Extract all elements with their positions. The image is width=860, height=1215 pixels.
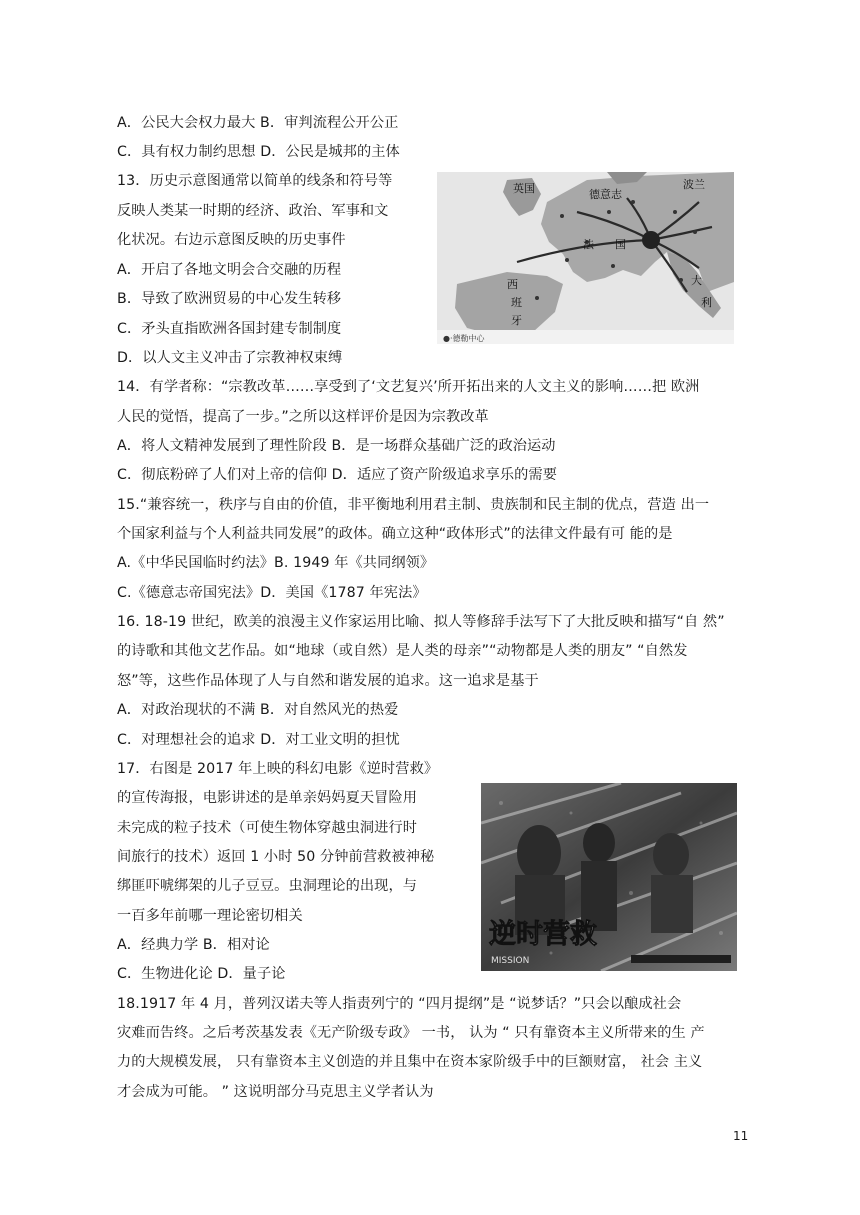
map-label-france-2: 国 [615,238,626,251]
question-13-line: 13．历史示意图通常以简单的线条和符号等 [117,173,393,189]
europe-map-figure [437,172,734,344]
option-line: A．对政治现状的不满 B．对自然风光的热爱 [117,702,399,718]
question-18-line: 灾难而告终。之后考茨基发表《无产阶级专政》 一书， 认为 “ 只有靠资本主义所带来的生 产 [117,1025,705,1041]
map-label-germany: 德意志 [589,188,622,201]
option-line: C．具有权力制约思想 D．公民是城邦的主体 [117,144,400,160]
question-17-line: 的宣传海报，电影讲述的是单亲妈妈夏天冒险用 [117,790,418,806]
page-number: 11 [733,1129,749,1143]
map-label-italy-1: 大 [691,274,702,287]
option-line: C．生物进化论 D．量子论 [117,966,286,982]
option-line: C.《德意志帝国宪法》D．美国《1787 年宪法》 [117,585,427,601]
question-17-line: 一百多年前哪一理论密切相关 [117,908,303,924]
question-17-line: 未完成的粒子技术（可使生物体穿越虫洞进行时 [117,820,418,836]
map-label-italy-2: 利 [701,296,712,309]
option-line: A．将人文精神发展到了理性阶段 B．是一场群众基础广泛的政治运动 [117,438,556,454]
question-18-line: 力的大规模发展， 只有靠资本主义创造的并且集中在资本家阶级手中的巨额财富， 社会 主义 [117,1054,703,1070]
map-label-spain-2: 班 [511,296,522,309]
question-15-line: 15.“兼容统一，秩序与自由的价值，非平衡地利用君主制、贵族制和民主制的优点，营造 出一 [117,497,710,513]
option-line: D．以人文主义冲击了宗教神权束缚 [117,350,343,366]
question-18-line: 18.1917 年 4 月，普列汉诺夫等人指责列宁的 “四月提纲”是 “说梦话？”只会以酿成社会 [117,996,682,1012]
question-15-line: 个国家利益与个人利益共同发展”的政体。确立这种“政体形式”的法律文件最有可 能的是 [117,526,673,542]
question-14-line: 14．有学者称：“宗教改革……享受到了‘文艺复兴’所开拓出来的人文主义的影响……把 欧洲 [117,379,700,395]
option-line: C．对理想社会的追求 D．对工业文明的担忧 [117,732,400,748]
map-label-spain-3: 牙 [511,314,522,327]
option-line: C．矛头直指欧洲各国封建专制制度 [117,321,342,337]
poster-title: 逆时营救 [489,919,597,950]
question-16-line: 怒”等，这些作品体现了人与自然和谐发展的追求。这一追求是基于 [117,673,539,689]
question-14-line: 人民的觉悟，提高了一步。”之所以这样评价是因为宗教改革 [117,409,489,425]
question-17-line: 17．右图是 2017 年上映的科幻电影《逆时营救》 [117,761,439,777]
option-line: A．经典力学 B．相对论 [117,937,270,953]
map-label-england: 英国 [513,182,535,195]
option-line: C．彻底粉碎了人们对上帝的信仰 D．适应了资产阶级追求享乐的需要 [117,467,557,483]
map-label-spain-1: 西 [507,278,518,291]
option-line: A．开启了各地文明会合交融的历程 [117,262,342,278]
movie-poster-figure [481,783,737,971]
poster-subtitle: MISSION [491,956,530,966]
question-13-line: 反映人类某一时期的经济、政治、军事和文 [117,203,389,219]
option-line: B．导致了欧洲贸易的中心发生转移 [117,291,342,307]
map-label-france-1: 法 [583,238,594,251]
question-13-line: 化状况。右边示意图反映的历史事件 [117,232,346,248]
question-17-line: 绑匪吓唬绑架的儿子豆豆。虫洞理论的出现，与 [117,878,418,894]
map-legend: ●·德勒中心 [443,334,485,343]
option-line: A．公民大会权力最大 B．审判流程公开公正 [117,115,399,131]
option-line: A.《中华民国临时约法》B. 1949 年《共同纲领》 [117,555,435,571]
question-17-line: 间旅行的技术）返回 1 小时 50 分钟前营救被神秘 [117,849,435,865]
question-18-line: 才会成为可能。 ” 这说明部分马克思主义学者认为 [117,1084,434,1100]
map-label-poland: 波兰 [683,178,705,191]
question-16-line: 的诗歌和其他文艺作品。如“地球（或自然）是人类的母亲”“动物都是人类的朋友” “自然发 [117,643,688,659]
question-16-line: 16. 18-19 世纪，欧美的浪漫主义作家运用比喻、拟人等修辞手法写下了大批反映和描写“自 然” [117,614,725,630]
